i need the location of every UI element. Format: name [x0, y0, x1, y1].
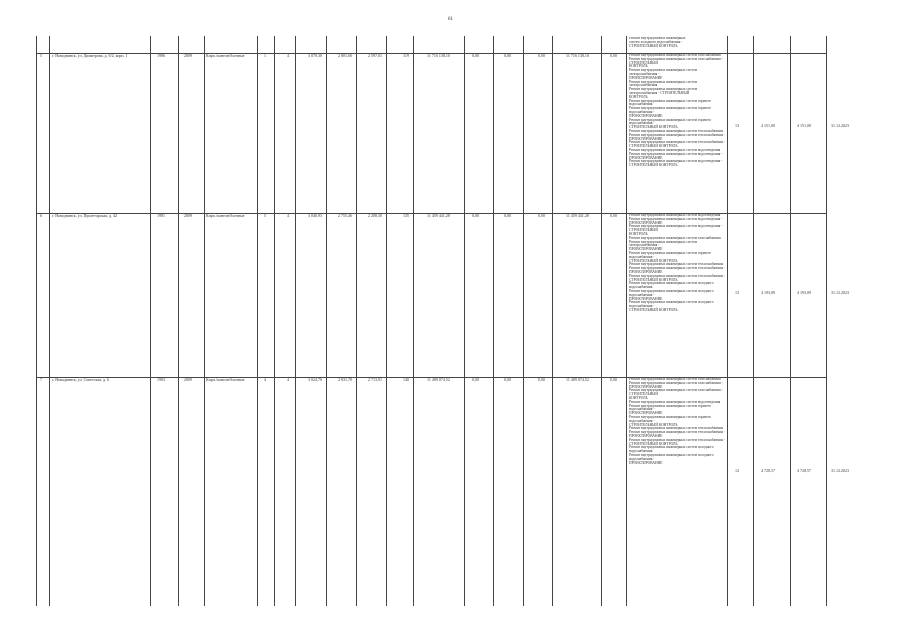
wall-material: Кирп./панелн/блочные [206, 377, 245, 382]
work-line: Ремонт внутридомовых инженерных систем горячего водоснабжения - [629, 250, 712, 259]
work-line: Ремонт внутридомовых инженерных систем электроснабжения - [629, 68, 697, 76]
price-1: 4 193,09 [761, 290, 775, 295]
col-line [523, 36, 524, 606]
work-line: Ремонт внутридомовых инженерных систем водоотведения [629, 214, 721, 217]
row-number: 5 [40, 53, 42, 58]
price-2: 4 728,57 [797, 468, 811, 473]
col-line [204, 36, 205, 606]
deadline: 31.12.2023 [831, 468, 849, 473]
work-line: Ремонт внутридомовых инженерных систем водоотведения [629, 147, 721, 152]
year-built: 1986 [157, 53, 165, 58]
area-residential: 2 597,01 [368, 53, 382, 58]
cost-b: 0,00 [504, 377, 511, 382]
cost-total: 11 409 074,52 [427, 377, 450, 382]
work-line: ПРОЕКТИРОВАНИЕ [629, 411, 663, 416]
deadline: 31.12.2023 [831, 123, 849, 128]
price-2: 4 151,00 [797, 123, 811, 128]
cost-b: 0,00 [504, 213, 511, 218]
area-total: 3 024,70 [308, 377, 322, 382]
work-line: КОНТРОЛЬ [629, 231, 648, 236]
col-line [753, 36, 754, 606]
work-line: Ремонт внутридомовых инженерных систем теплоснабжения [629, 128, 724, 133]
work-line: систем холодного водоснабжения - [629, 39, 683, 44]
units: 13 [735, 123, 739, 128]
cost-a: 0,00 [472, 53, 479, 58]
cost-d: 0,00 [610, 213, 617, 218]
col-line [790, 36, 791, 606]
work-line: ПРОЕКТИРОВАНИЕ [629, 269, 663, 274]
work-line: Ремонт внутридомовых инженерных систем газоснабжения [629, 378, 721, 381]
cost-c: 0,00 [538, 53, 545, 58]
deadline: 31.12.2023 [831, 290, 849, 295]
address: г. Новодвинск, ул. Димитрова, д. 6/2, корп. 1 [52, 53, 128, 58]
work-line: ПРОЕКТИРОВАНИЕ [629, 433, 663, 438]
row-number: 6 [40, 213, 42, 218]
work-line: СТРОИТЕЛЬНЫЙ КОНТРОЛЬ [629, 163, 678, 168]
col-line [464, 36, 465, 606]
work-line: Ремонт внутридомовых инженерных систем теплоснабжения - [629, 266, 726, 271]
col-line [326, 36, 327, 606]
work-line: Ремонт внутридомовых инженерных систем теплоснабжения - [629, 430, 726, 435]
col-line [413, 36, 414, 606]
cost-a: 0,00 [472, 213, 479, 218]
col-line [257, 36, 258, 606]
year-work: 2009 [184, 213, 192, 218]
col-line [727, 36, 728, 606]
year-built: 1983 [157, 377, 165, 382]
work-line: Ремонт внутридомовых инженерных систем теплоснабжения - [629, 273, 726, 278]
price-1: 4 728,57 [761, 468, 775, 473]
work-line: ПРОЕКТИРОВАНИЕ [629, 460, 663, 465]
work-line: Ремонт внутридомовых инженерных систем водоотведения - СТРОИТЕЛЬНЫЙ [629, 224, 723, 233]
work-line: Ремонт внутридомовых инженерных систем теплоснабжения [629, 426, 724, 431]
col-line [274, 36, 275, 606]
work-line: Ремонт внутридомовых инженерных систем газоснабжения [629, 235, 721, 240]
work-line: Ремонт внутридомовых инженерных систем теплоснабжения [629, 262, 724, 267]
work-line: Ремонт внутридомовых инженерных систем горячего водоснабжения [629, 98, 712, 107]
cost-a: 0,00 [472, 377, 479, 382]
work-line: КОНТРОЛЬ [629, 395, 648, 400]
work-line: Ремонт внутридомовых инженерных систем холодного водоснабжения [629, 281, 714, 290]
work-line: ПРОЕКТИРОВАНИЕ [629, 155, 663, 160]
work-line: КОНТРОЛЬ [629, 64, 648, 69]
work-line: Ремонт внутридомовых инженерных систем водоотведения [629, 399, 721, 404]
work-line: Ремонт внутридомовых инженерных систем электроснабжения - [629, 239, 697, 248]
work-line: Ремонт внутридомовых инженерных систем водоотведения - [629, 159, 723, 164]
col-line [626, 36, 627, 606]
area-living: 2 831,70 [338, 377, 352, 382]
work-line: СТРОИТЕЛЬНЫЙ КОНТРОЛЬ [629, 144, 678, 149]
cost-total: 11 459 441,28 [427, 213, 450, 218]
work-line: Ремонт внутридомовых инженерных систем газоснабжения - СТРОИТЕЛЬНЫЙ [629, 56, 723, 65]
work-line: Ремонт внутридомовых инженерных систем теплоснабжения - [629, 437, 726, 442]
work-line: Ремонт внутридомовых инженерных систем холодного водоснабжения - [629, 300, 714, 309]
work-list [629, 378, 726, 606]
work-line: СТРОИТЕЛЬНЫЙ КОНТРОЛЬ [629, 441, 678, 446]
work-line: Ремонт внутридомовых инженерных систем холодного водоснабжения [629, 445, 714, 454]
work-line: ПРОЕКТИРОВАНИЕ [629, 296, 663, 301]
wall-material: Кирп./панелн/блочные [206, 213, 245, 218]
work-line: ПРОЕКТИРОВАНИЕ [629, 247, 663, 252]
work-line: СТРОИТЕЛЬНЫЙ КОНТРОЛЬ [629, 125, 678, 130]
cost-d: 0,00 [610, 377, 617, 382]
cost-c: 0,00 [538, 377, 545, 382]
col-line [295, 36, 296, 606]
col-line [150, 36, 151, 606]
area-living: 2 755,46 [338, 213, 352, 218]
col-line [601, 36, 602, 606]
work-list [629, 54, 726, 212]
work-line: Ремонт внутридомовых инженерных систем электроснабжения [629, 79, 697, 88]
work-list [629, 214, 726, 376]
work-line: Ремонт внутридомовых инженерных систем теплоснабжения - [629, 132, 726, 137]
work-line: Ремонт внутридомовых инженерных систем горячего водоснабжения - [629, 106, 712, 114]
work-line: Ремонт внутридомовых инженерных [629, 37, 686, 40]
work-line: Ремонт внутридомовых инженерных систем холодного водоснабжения - [629, 288, 714, 297]
work-line: СТРОИТЕЛЬНЫЙ КОНТРОЛЬ [629, 277, 678, 282]
price-1: 4 151,00 [761, 123, 775, 128]
col-line [552, 36, 553, 606]
year-work: 2009 [184, 377, 192, 382]
work-list-fragment [629, 37, 726, 48]
row-number: 7 [40, 377, 42, 382]
area-total: 3 070,30 [308, 53, 322, 58]
work-line: Ремонт внутридомовых инженерных систем горячего водоснабжения - [629, 403, 712, 412]
year-work: 2009 [184, 53, 192, 58]
work-line: ПРОЕКТИРОВАНИЕ [629, 75, 663, 80]
work-line: Ремонт внутридомовых инженерных систем газоснабжения - [629, 380, 723, 385]
work-line: ПРОЕКТИРОВАНИЕ [629, 220, 663, 225]
work-line: Ремонт внутридомовых инженерных систем газоснабжения [629, 54, 721, 57]
work-line: Ремонт внутридомовых инженерных систем газоснабжения - СТРОИТЕЛЬНЫЙ [629, 388, 723, 397]
col-line [356, 36, 357, 606]
units: 13 [735, 290, 739, 295]
entrances: 4 [287, 213, 289, 218]
residents: 119 [403, 53, 409, 58]
entrances: 4 [287, 377, 289, 382]
work-line: Ремонт внутридомовых инженерных систем водоотведения - [629, 151, 723, 156]
work-line: Ремонт внутридомовых инженерных систем горячего водоснабжения - [629, 414, 712, 423]
residents: 135 [403, 213, 409, 218]
cost-c: 0,00 [538, 213, 545, 218]
col-line [826, 36, 827, 606]
wall-material: Кирп./панелн/блочные [206, 53, 245, 58]
year-built: 1981 [157, 213, 165, 218]
work-line: СТРОИТЕЛЬНЫЙ КОНТРОЛЬ [629, 307, 678, 312]
cost-b: 0,00 [504, 53, 511, 58]
col-line [178, 36, 179, 606]
work-line: СТРОИТЕЛЬНЫЙ КОНТРОЛЬ [629, 43, 678, 48]
work-line: Ремонт внутридомовых инженерных систем горячего водоснабжения - [629, 117, 712, 126]
floors: 4 [264, 377, 266, 382]
cost-owners: 11 459 441,28 [566, 213, 589, 218]
work-line: Ремонт внутридомовых инженерных систем теплоснабжения - [629, 140, 726, 145]
col-line [49, 36, 50, 606]
cost-total: 11 716 138,10 [427, 53, 450, 58]
area-residential: 2 713,91 [368, 377, 382, 382]
cost-d: 0,00 [610, 53, 617, 58]
address: г. Новодвинск, ул. Советская, д. 6 [52, 377, 109, 382]
col-line [36, 36, 37, 606]
units: 12 [735, 468, 739, 473]
page-number: 61 [448, 17, 453, 22]
entrances: 4 [287, 53, 289, 58]
work-line: Ремонт внутридомовых инженерных систем холодного водоснабжения - [629, 452, 714, 461]
col-line [493, 36, 494, 606]
floors: 5 [264, 213, 266, 218]
area-residential: 2 208,30 [368, 213, 382, 218]
work-line: Ремонт внутридомовых инженерных систем водоотведения - [629, 216, 723, 221]
cost-owners: 11 409 074,52 [566, 377, 589, 382]
area-total: 3 040,93 [308, 213, 322, 218]
cost-owners: 11 716 138,10 [566, 53, 589, 58]
work-line: КОНТРОЛЬ [629, 94, 648, 99]
price-2: 4 193,09 [797, 290, 811, 295]
area-living: 2 801,60 [338, 53, 352, 58]
work-line: Ремонт внутридомовых инженерных систем электроснабжения - СТРОИТЕЛЬНЫЙ [629, 87, 697, 95]
address: г. Новодвинск, ул. Пролетарская, д. 42 [52, 213, 118, 218]
work-line: СТРОИТЕЛЬНЫЙ КОНТРОЛЬ [629, 258, 678, 263]
work-line: СТРОИТЕЛЬНЫЙ КОНТРОЛЬ [629, 422, 678, 427]
work-line: ПРОЕКТИРОВАНИЕ [629, 113, 663, 118]
col-line [386, 36, 387, 606]
work-line: ПРОЕКТИРОВАНИЕ [629, 384, 663, 389]
floors: 1 [264, 53, 266, 58]
residents: 140 [403, 377, 409, 382]
work-line: ПРОЕКТИРОВАНИЕ [629, 136, 663, 141]
